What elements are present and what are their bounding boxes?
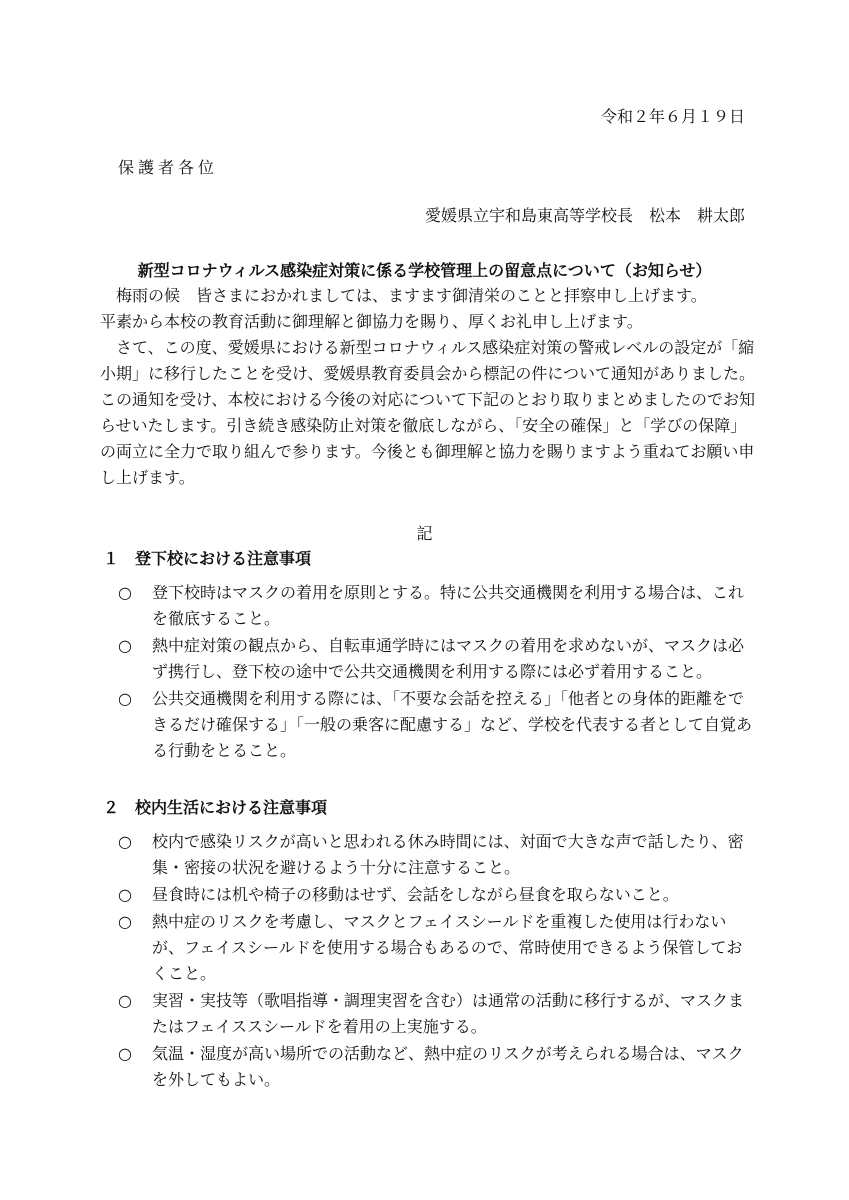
document-date: 令和２年６月１９日 [600,107,745,126]
list-item-text: 昼食時には机や椅子の移動はせず、会話をしながら昼食を取らないこと。 [152,885,679,904]
list-item-text: 登下校時はマスクの着用を原則とする。特に公共交通機関を利用する場合は、これを徹底すること。 [152,583,745,628]
bullet-circle-icon: ○ [118,636,132,655]
list-item [118,580,756,632]
thanks-paragraph: 平素から本校の教育活動に御理解と御協力を賜り、厚くお礼申し上げます。 [100,312,643,331]
list-item [118,686,756,764]
section-heading-commute: １ 登下校における注意事項 [103,549,312,568]
bullet-circle-icon: ○ [118,1044,132,1063]
section-heading-school-life: ２ 校内生活における注意事項 [103,798,328,817]
bullet-circle-icon: ○ [118,991,132,1010]
list-item-text: 気温・湿度が高い場所での活動など、熱中症のリスクが考えられる場合は、マスクを外してもよい。 [152,1044,744,1089]
bullet-circle-icon: ○ [118,832,132,851]
list-item-text: 実習・実技等（歌唱指導・調理実習を含む）は通常の活動に移行するが、マスクまたはフェイススシールドを着用の上実施する。 [152,991,745,1036]
recipients: 保護者各位 [118,158,219,177]
list-item [118,829,756,881]
bullet-circle-icon: ○ [118,583,132,602]
list-item-text: 校内で感染リスクが高いと思われる休み時間には、対面で大きな声で話したり、密集・密接の状況を避けるよう十分に注意すること。 [152,832,744,877]
bullet-circle-icon: ○ [118,912,132,931]
section-items-school-life [118,829,756,1094]
list-item [118,988,756,1040]
list-item [118,882,756,908]
list-item [118,633,756,685]
list-item-text: 熱中症のリスクを考慮し、マスクとフェイスシールドを重複した使用は行わないが、フェイスシールドを使用する場合もあるので、常時使用できるよう保管しておくこと。 [152,912,743,983]
bullet-circle-icon: ○ [118,689,132,708]
section-items-commute [118,580,756,765]
list-item-text: 熱中症対策の観点から、自転車通学時にはマスクの着用を求めないが、マスクは必ず携行し、登下校の途中で公共交通機関を利用する際には必ず着用すること。 [152,636,745,681]
list-item [118,909,756,987]
list-item-text: 公共交通機関を利用する際には、「不要な会話を控える」「他者との身体的距離をできるだけ確保する」「一般の乗客に配慮する」など、学校を代表する者として自覚ある行動をとること。 [152,689,753,760]
body-text [100,283,760,491]
list-item [118,1041,756,1093]
notice-paragraph: さて、この度、愛媛県における新型コロナウィルス感染症対策の警戒レベルの設定が「縮小期」に移行したことを受け、愛媛県教育委員会から標記の件について通知がありました。この通知を受け、本校における今後の対応について下記のとおり取りまとめましたのでお知らせいたします。引き続き感染防止対策を徹底しながら、「安全の確保」と「学びの保障」の両立に全力で取り組んで参ります。今後とも御理解と協力を賜りますよう重ねてお願い申し上げます。 [100,338,756,487]
greeting-paragraph: 梅雨の候 皆さまにおかれましては、ますます御清栄のことと拝察申し上げます。 [116,286,707,305]
sender: 愛媛県立宇和島東高等学校長 松本 耕太郎 [424,206,745,225]
ki-marker: 記 [416,524,433,543]
bullet-circle-icon: ○ [118,885,132,904]
document-title: 新型コロナウィルス感染症対策に係る学校管理上の留意点について（お知らせ） [137,261,712,280]
